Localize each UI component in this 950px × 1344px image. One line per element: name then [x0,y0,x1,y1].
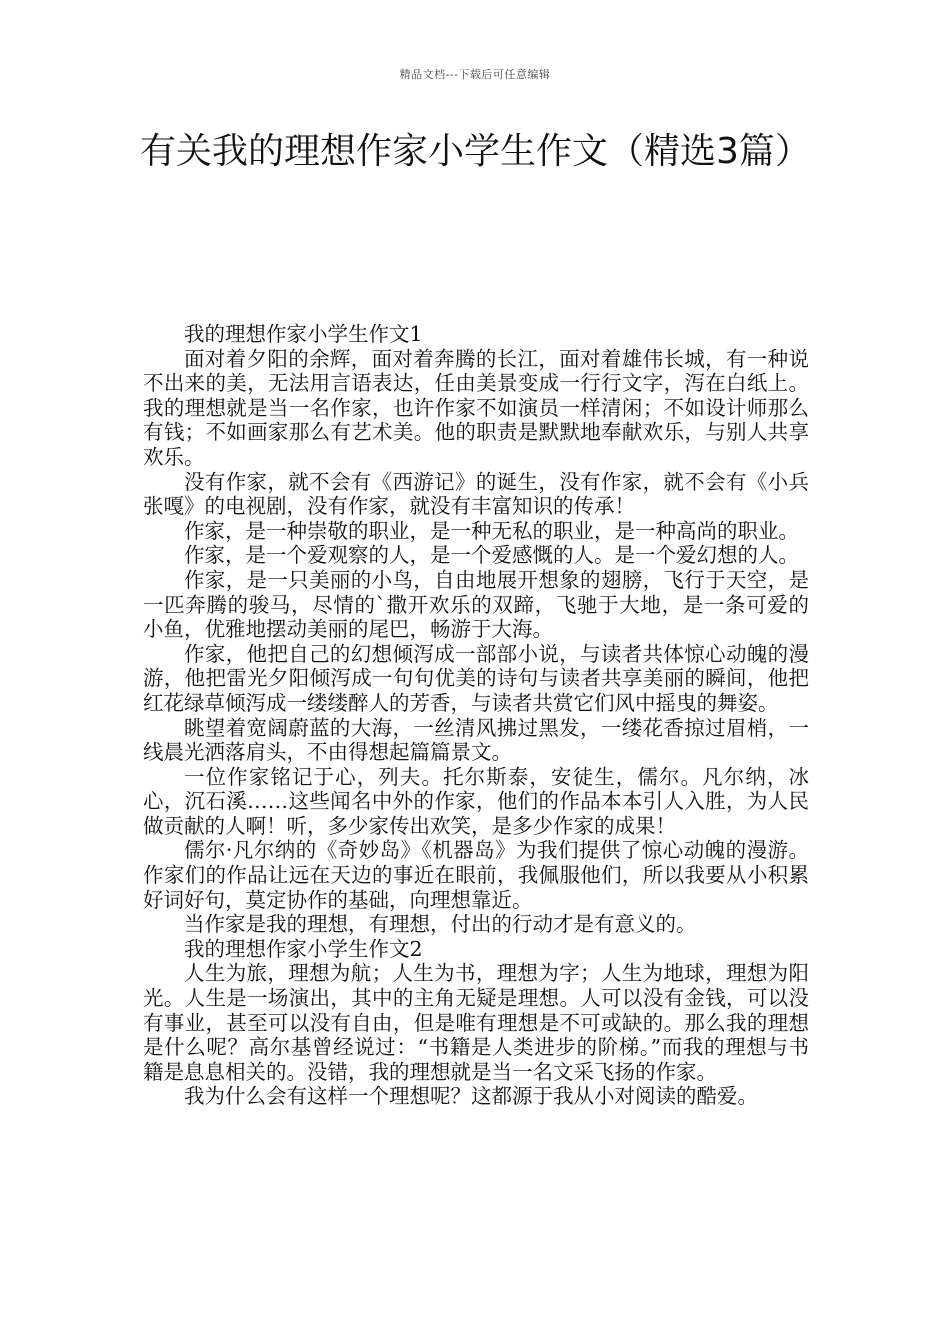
body-paragraph: 作家，他把自己的幻想倾泻成一部部小说，与读者共体惊心动魄的漫游，他把雷光夕阳倾泻成一句句优美的诗句与读者共享美丽的瞬间，他把红花绿草倾泻成一缕缕醉人的芳香，与读者共赏它们风中摇曳的舞姿。 [143,641,809,715]
body-paragraph: 没有作家，就不会有《西游记》的诞生，没有作家，就不会有《小兵张嘎》的电视剧，没有作家，就没有丰富知识的传承！ [143,469,809,519]
body-paragraph: 面对着夕阳的余辉，面对着奔腾的长江，面对着雄伟长城，有一种说不出来的美，无法用言语表达，任由美景变成一行行文字，泻在白纸上。我的理想就是当一名作家，也许作家不如演员一样清闲；不如设计师那么有钱；不如画家那么有艺术美。他的职责是默默地奉献欢乐，与别人共享欢乐。 [143,346,809,469]
header-note: 精品文档---下载后可任意编辑 [399,68,551,81]
body-paragraph: 我为什么会有这样一个理想呢？这都源于我从小对阅读的酷爱。 [184,1084,758,1109]
section-heading: 我的理想作家小学生作文2 [184,936,423,961]
body-paragraph: 作家，是一种崇敬的职业，是一种无私的职业，是一种高尚的职业。 [184,518,799,543]
body-paragraph: 当作家是我的理想，有理想，付出的行动才是有意义的。 [184,912,697,937]
body-paragraph: 人生为旅，理想为航；人生为书，理想为字；人生为地球，理想为阳光。人生是一场演出，其中的主角无疑是理想。人可以没有金钱，可以没有事业，甚至可以没有自由，但是唯有理想是不可或缺的。那么我的理想是什么呢？高尔基曾经说过：“书籍是人类进步的阶梯。”而我的理想与书籍是息息相关的。没错，我的理想就是当一名文采飞扬的作家。 [143,961,809,1084]
body-paragraph: 眺望着宽阔蔚蓝的大海，一丝清风拂过黑发，一缕花香掠过眉梢，一线晨光洒落肩头，不由得想起篇篇景文。 [143,715,809,765]
body-paragraph: 一位作家铭记于心，列夫。托尔斯泰，安徒生，儒尔。凡尔纳，冰心，沉石溪……这些闻名中外的作家，他们的作品本本引人入胜，为人民做贡献的人啊！听，多少家传出欢笑，是多少作家的成果！ [143,764,809,838]
body-paragraph: 作家，是一只美丽的小鸟，自由地展开想象的翅膀，飞行于天空，是一匹奔腾的骏马，尽情的`撒开欢乐的双蹄，飞驰于大地，是一条可爱的小鱼，优雅地摆动美丽的尾巴，畅游于大海。 [143,567,809,642]
document-title: 有关我的理想作家小学生作文（精选3篇） [140,131,811,172]
body-paragraph: 作家，是一个爱观察的人，是一个爱感慨的人。是一个爱幻想的人。 [184,543,799,568]
body-paragraph: 儒尔·凡尔纳的《奇妙岛》《机器岛》为我们提供了惊心动魄的漫游。作家们的作品让远在天边的事近在眼前，我佩服他们，所以我要从小积累好词好句，莫定协作的基础，向理想靠近。 [143,838,809,912]
section-heading: 我的理想作家小学生作文1 [184,322,423,346]
document-body [143,322,809,1109]
